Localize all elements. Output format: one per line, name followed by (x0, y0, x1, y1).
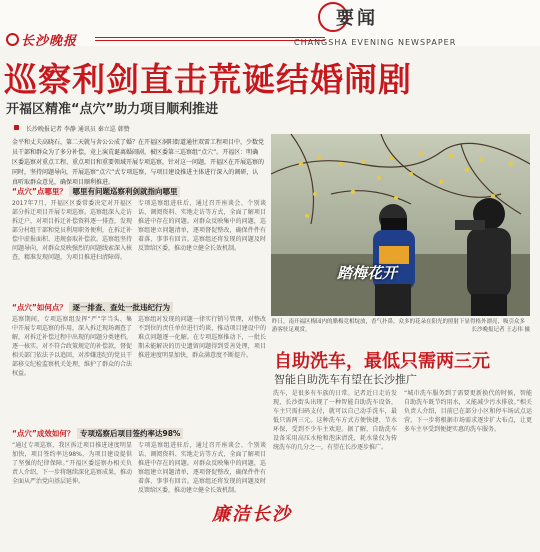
section-heading-2 (12, 302, 173, 313)
byline: 长沙晚报记者 李静 通讯员 秦立巡 韩赞 (26, 126, 130, 133)
article-column: “通过专项巡察，我区拆迁项目推进速度明显加快，项目签约率达98%，为项目建设提供了坚强的纪律保障。”开福区委巡察办相关负责人介绍，下一步将继续深化巡察成果，推动全面从严治党向基层延伸。 (12, 442, 132, 485)
section-question: “点穴”成效如何？ (12, 429, 75, 438)
masthead (0, 0, 540, 49)
byline-marker-icon (14, 125, 19, 130)
article-column: 专项巡察组进驻后，通过召开座谈会、个别谈话、调阅资料、实地走访等方式，全面了解项目推进中存在的问题。对群众反映集中的问题，巡察组建立问题清单，逐项督促整改，确保件件有着落、事事有回音。巡察组还将发现的问题及时反馈给区委，推动建立健全长效机制。 (138, 200, 266, 252)
logo-text: 长沙晚报 (21, 34, 78, 49)
second-subhead: 智能自助洗车有望在长沙推广 (274, 373, 417, 386)
photo-illustration (271, 134, 530, 316)
section-heading-1 (12, 186, 180, 197)
lede-paragraph: 金平和丈夫高晓石，第二天就与舍公公成了婚？在开福区洞阳街道通往双雷工程项目中，少数党员干部和群众为了多分补偿，竟上演荒诞离婚闹剧，被区委第三巡察组“点穴”。开福区：明确区委巡察对重点工程、重点项目和重要领域开展专项巡察，针对这一问题，开福区在开展巡察的同时，坚持问题导向，开展巡察“点穴”式专项巡察，与项目建设推进主体进行深入的调研，认真听取群众意见，确保项目顺利推进。 (12, 139, 265, 186)
caption-text: 昨日，南开福区梅园内的腊梅竞相绽放，香气扑鼻，众多的花朵在阳光的照射下显得格外漂亮，吸引众多游客驻足观赏。 (272, 319, 526, 333)
column-stamp: 廉洁长沙 (212, 504, 292, 525)
article-column: 专项巡察组进驻后，通过召开座谈会、个别谈话、调阅资料、实地走访等方式，全面了解项目推进中存在的问题。对群众反映集中的问题，巡察组建立问题清单，逐项督促整改，确保件件有着落、事事有回音。巡察组还将发现的问题及时反馈给区委，推动建立健全长效机制。 (138, 442, 266, 494)
newspaper-logo (6, 30, 77, 49)
article-column: 巡察组对发现的问题一律实行销号管理，对整改不到位的责任单位进行约谈，推动项目建设中的难点问题逐一化解。在专项巡察推动下，一批长期未能解决的历史遗留问题得到妥善处理，项目推进速度明显加快，群众满意度不断提升。 (138, 316, 266, 359)
logo-icon (6, 33, 19, 46)
photo-overlay-text: 踏梅花开 (337, 264, 398, 282)
paper-name: CHANGSHA EVENING NEWSPAPER (294, 38, 457, 47)
article-column: “城市洗车服务到了需要更新换代的时候，智能自助洗车既节约用水，又能减少污水排放。”相关负责人介绍，目前已在部分小区和停车场试点运营，下一步将根据市场需求逐步扩大布点，让更多车主享受到便捷实惠的洗车服务。 (404, 390, 532, 433)
photo-caption (272, 318, 530, 334)
main-headline: 巡察利剑直击荒诞结婚闹剧 (4, 60, 412, 99)
photo-credit: 长沙晚报记者 王志伟 摄 (471, 327, 530, 333)
article-column: 洗车，是很多有车族的日常。记者近日走访发现，长沙街头出现了一种智能自助洗车设备，车主只需扫码支付，就可以自己动手洗车，最低只需两三元。这种洗车方式方便快捷、节水环保，受到不少车主欢迎。据了解，自助洗车设备采用高压水枪和泡沫清洗，耗水量仅为传统洗车的几分之一，有望在长沙逐步推广。 (273, 390, 397, 451)
section-title: 要闻 (336, 8, 378, 29)
second-headline: 自助洗车，最低只需两三元 (274, 351, 490, 372)
section-answer: 逐一排查、查处一批违纪行为 (69, 302, 173, 313)
section-heading-3 (12, 428, 183, 439)
section-answer: 专项巡察后项目签约率达98% (77, 428, 183, 439)
section-answer: 哪里有问题巡察利剑就指向哪里 (69, 186, 180, 197)
article-column: 2017年7月，开福区区委常委决定对开福区部分拆迁项目开展专项巡察。巡察组深入走访拆迁户，对项目拆迁补偿资料逐一排查，发现部分村组干部和党员利用职务便利，在拆迁补偿中虚报面积、违规套取补偿款。巡察组坚持问题导向，对群众反映强烈的问题线索深入核查，精准发现问题，为项目推进扫清障碍。 (12, 200, 132, 261)
section-question: “点穴”点哪里？ (12, 187, 67, 196)
news-photo (271, 134, 530, 316)
header-rule (95, 37, 325, 38)
article-column: 巡察期间，专项巡察组发挥“严”字当头、集中开展专项巡察的作用，深入拆迁现场调查了解，对拆迁补偿过程中出现的问题分类建档，逐一核实。对不符合政策规定的补偿款，督促相关部门依法予以追回，对涉嫌违纪的党员干部移交纪检监察机关处理，维护了群众的合法权益。 (12, 316, 132, 377)
section-question: “点穴”如何点？ (12, 303, 67, 312)
header-rule-2 (95, 40, 325, 41)
main-subhead: 开福区精准“点穴”助力项目顺利推进 (6, 102, 219, 117)
